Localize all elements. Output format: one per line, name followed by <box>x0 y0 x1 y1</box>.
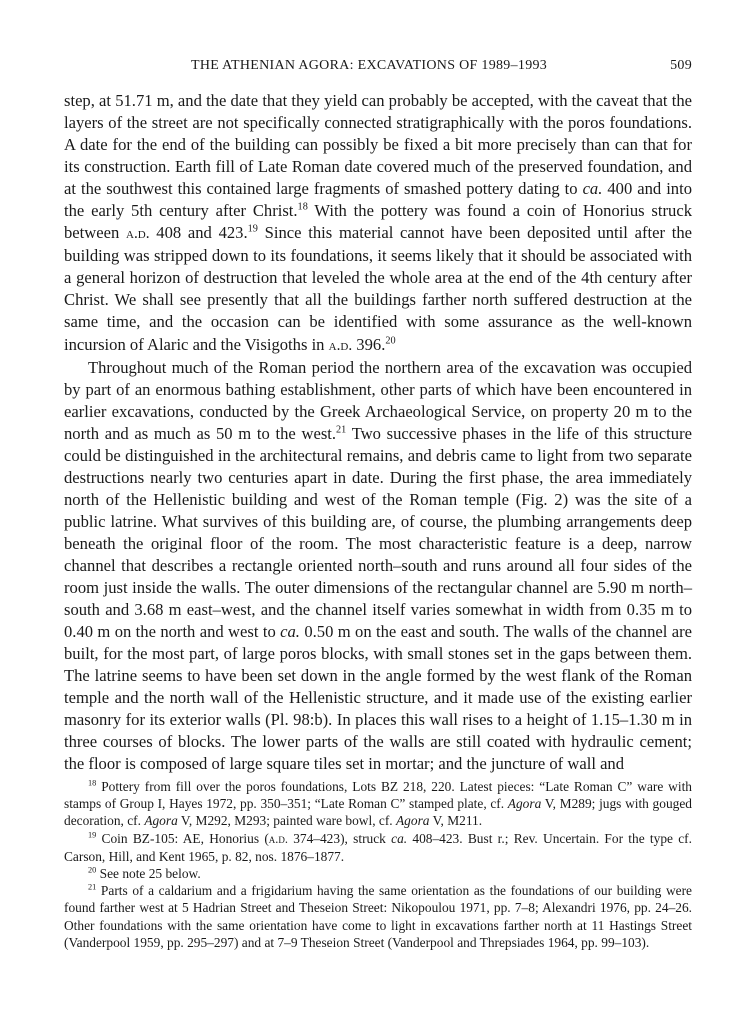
footnote-20 <box>64 865 692 882</box>
text-run: See note 25 below. <box>96 866 201 882</box>
page-number: 509 <box>670 58 692 73</box>
footnote-number: 19 <box>88 830 97 840</box>
running-header <box>64 58 692 80</box>
text-run: Parts of a caldarium and a frigidarium having the same orientation as the foundations of our building were found farther west at 5 Hadrian Street and Theseion Street: Nikopoulou 1971, pp. 7–8; Alexandri 1976, pp. 24–26. Other foundations with the same orientation have come to light in excavations farther north at 11 Hastings Street (Vanderpool 1959, pp. 295–297) and at 7–9 Theseion Street (Vanderpool and Threpsiades 1964, pp. 99–103). <box>64 883 692 950</box>
small-caps-era: a.d. <box>268 831 288 846</box>
text-run: 408 and 423. <box>149 223 248 243</box>
footnote-number: 21 <box>88 882 97 892</box>
text-run: 408–423. Bust r.; Rev. Uncertain. For the type cf. Carson, Hill, and Kent 1965, p. 82, nos. 1876–1877. <box>64 830 692 864</box>
text-run: V, M289; jugs with gouged decoration, cf. <box>64 796 692 829</box>
footnote-ref-19[interactable]: 19 <box>247 223 258 235</box>
small-caps-era: a.d. <box>328 336 353 354</box>
text-run: 0.50 m on the east and south. The walls of the channel are built, for the most part, of large poros blocks, with small stones set in the gaps between them. The latrine seems to have been set down in the angle formed by the west flank of the Roman temple and the north wall of the Hellenistic structure, and it made use of the existing earlier masonry for its exterior walls (Pl. 98:b). In places this wall rises to a height of 1.15–1.30 m in three courses of blocks. The lower parts of the walls are still coated with hydraulic cement; the floor is composed of large square tiles set in mortar; and the juncture of wall and <box>64 622 693 774</box>
running-title: THE ATHENIAN AGORA: EXCAVATIONS OF 1989–1993 <box>191 58 548 73</box>
text-run: V, M211. <box>429 813 483 829</box>
paragraph-1 <box>64 90 692 357</box>
italic-title: Agora <box>396 813 430 829</box>
footnote-18 <box>64 778 692 830</box>
italic-title: Agora <box>144 813 178 829</box>
footnote-ref-18[interactable]: 18 <box>297 201 308 213</box>
italic-title: Agora <box>507 796 542 812</box>
footnote-19 <box>64 830 692 865</box>
italic-abbrev: ca. <box>280 622 300 642</box>
italic-abbrev: ca. <box>582 179 603 199</box>
text-run: 374–423), struck <box>287 830 392 846</box>
text-run: 400 and into the early 5th century after Christ. <box>64 179 693 221</box>
footnote-21 <box>64 882 692 951</box>
text-run: Since this material cannot have been deposited until after the building was stripped down to its foundations, it seems likely that it should be associated with a general horizon of destruction that leveled the whole area at the end of the 4th century after Christ. We shall see presently that all the buildings farther north suffered destruction at the same time, and the occasion can be identified with some assurance as the well-known incursion of Alaric and the Visigoths in <box>64 223 692 354</box>
text-run: V, M292, M293; painted ware bowl, cf. <box>177 813 396 829</box>
main-text <box>64 90 692 775</box>
footnote-number: 20 <box>88 865 97 875</box>
footnote-ref-21[interactable]: 21 <box>336 424 347 436</box>
text-run: Two successive phases in the life of this structure could be distinguished in the architectural remains, and debris came to light from two separate destructions nearly two centuries apart in date. During the first phase, the area immediately north of the Hellenistic building and west of the Roman temple (Fig. 2) was the site of a public latrine. What survives of this building are, of course, the plumbing arrangements deep beneath the original floor of the room. The most characteristic feature is a deep, narrow channel that describes a rectangle oriented north–south and runs around all four sides of the room just inside the walls. The outer dimensions of the rectangular channel are 5.90 m north–south and 3.68 m east–west, and the channel itself varies somewhat in width from 0.35 m to 0.40 m on the north and west to <box>64 423 692 642</box>
text-run: Pottery from fill over the poros foundations, Lots BZ 218, 220. Latest pieces: “Late Roman C” ware with stamps of Group I, Hayes 1972, pp. 350–351; “Late Roman C” stamped plate, cf. <box>64 779 692 812</box>
paragraph-2 <box>64 357 692 776</box>
footnotes <box>64 778 692 951</box>
small-caps-era: a.d. <box>126 225 150 243</box>
text-run: With the pottery was found a coin of Honorius struck between <box>64 201 692 243</box>
text-run: step, at 51.71 m, and the date that they yield can probably be accepted, with the caveat that the layers of the street are not specifically connected stratigraphically with the poros foundations. A date for the end of the building can possibly be fixed a bit more precisely than can that for its construction. Earth fill of Late Roman date covered much of the preserved foundation, and at the southwest this contained large fragments of smashed pottery dating to <box>64 91 692 199</box>
text-run: 396. <box>352 334 386 354</box>
footnote-number: 18 <box>88 778 97 788</box>
italic-abbrev: ca. <box>391 830 408 846</box>
text-run: Coin BZ-105: AE, Honorius ( <box>96 830 269 846</box>
text-run: Throughout much of the Roman period the northern area of the excavation was occupied by part of an enormous bathing establishment, other parts of which have been encountered in earlier excavations, conducted by the Greek Archaeological Service, on property 20 m to the north and as much as 50 m to the west. <box>64 357 692 443</box>
footnote-ref-20[interactable]: 20 <box>385 334 396 346</box>
